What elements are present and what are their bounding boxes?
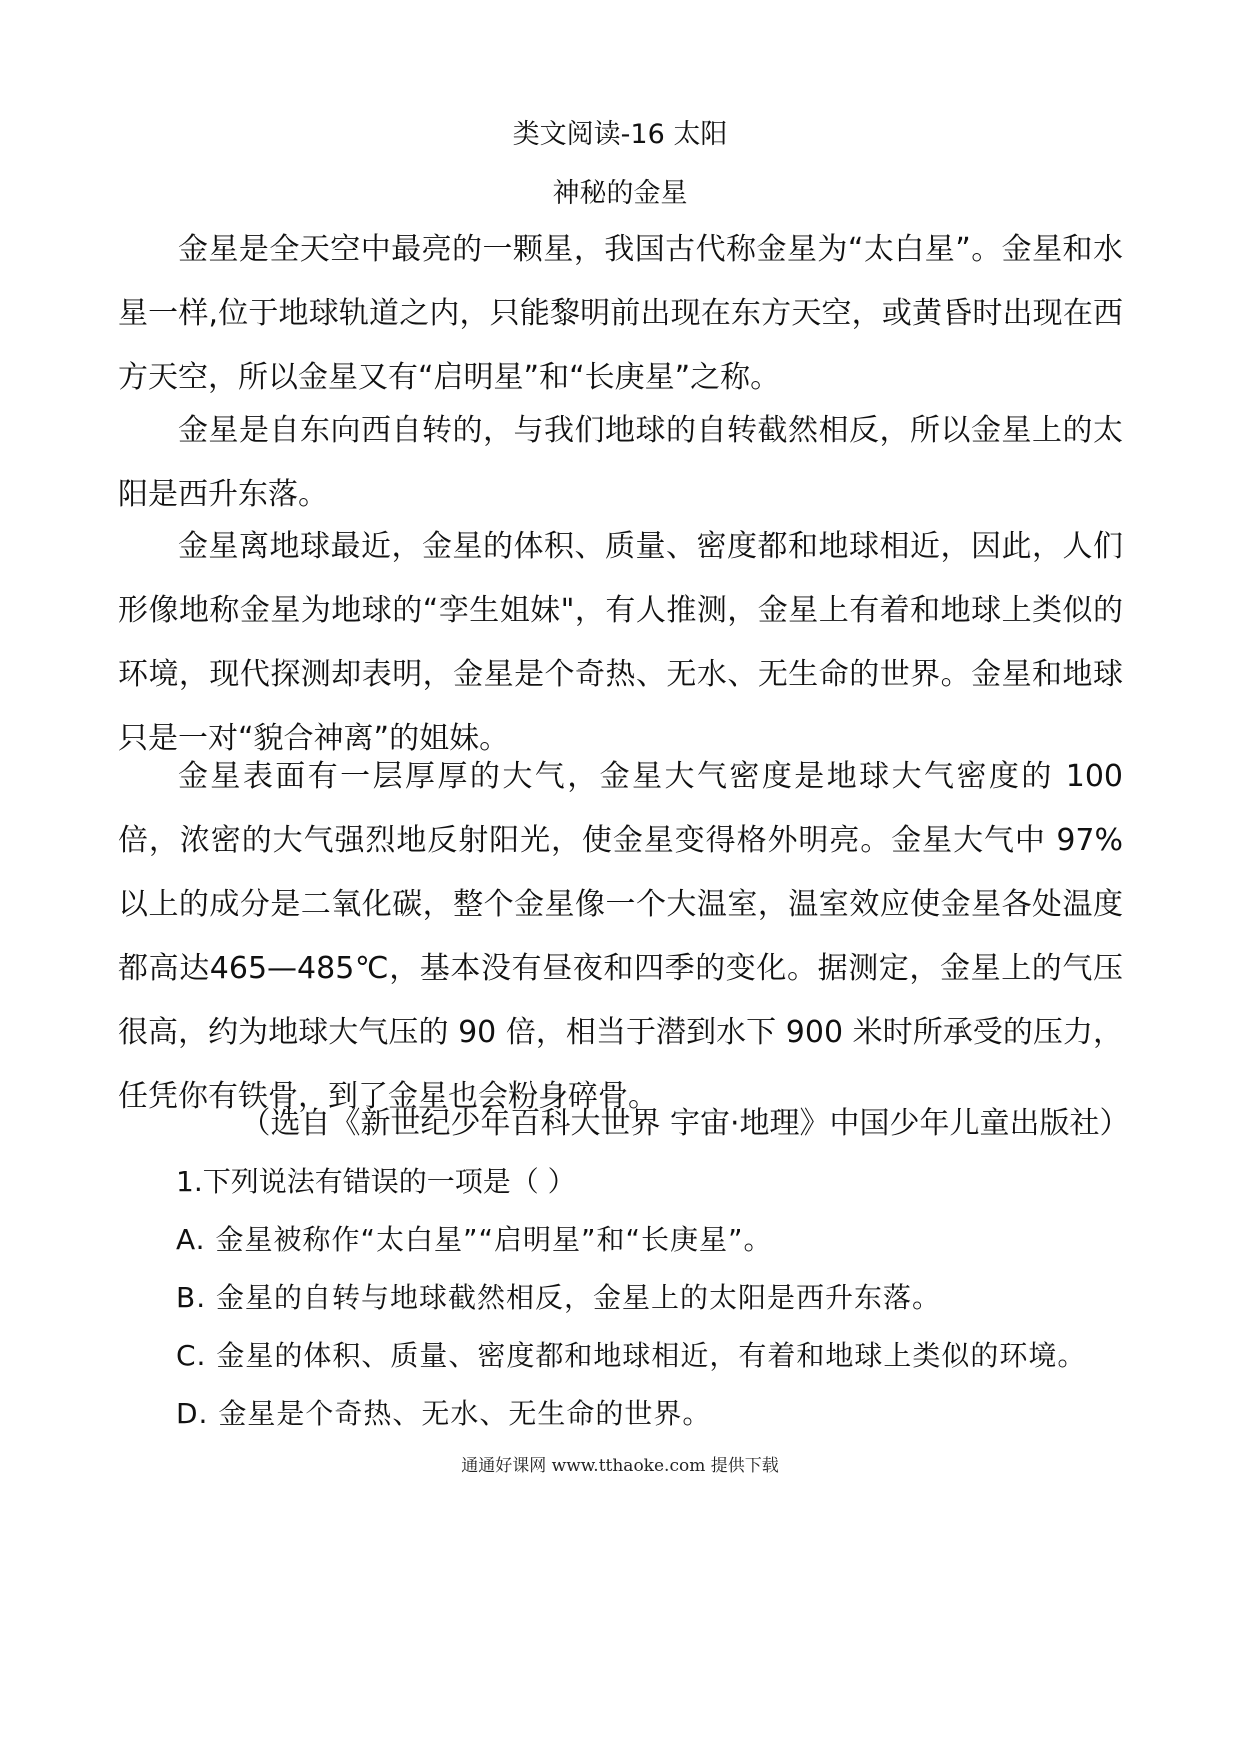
option-c: C. 金星的体积、质量、密度都和地球相近，有着和地球上类似的环境。 [176, 1339, 1087, 1372]
document-title: 类文阅读-16 太阳 [512, 119, 728, 150]
option-b: B. 金星的自转与地球截然相反，金星上的太阳是西升东落。 [176, 1281, 942, 1314]
page-footer: 通通好课网 www.tthaoke.com 提供下载 [461, 1456, 779, 1476]
option-a: A. 金星被称作“太白星”“启明星”和“长庚星”。 [176, 1223, 773, 1256]
question-stem: 1.下列说法有错误的一项是（ ） [176, 1165, 576, 1198]
article-title: 神秘的金星 [552, 178, 688, 209]
article-paragraph-2: 金星是自东向西自转的，与我们地球的自转截然相反，所以金星上的太阳是西升东落。 [118, 413, 1123, 512]
article-paragraph-1: 金星是全天空中最亮的一颗星，我国古代称金星为“太白星”。金星和水星一样,位于地球轨道之内，只能黎明前出现在东方天空，或黄昏时出现在西方天空，所以金星又有“启明星”和“长庚星”之称。 [118, 232, 1123, 395]
article-paragraph-4: 金星表面有一层厚厚的大气，金星大气密度是地球大气密度的 100 倍，浓密的大气强烈地反射阳光，使金星变得格外明亮。金星大气中 97%以上的成分是二氧化碳，整个金星像一个大温室，温室效应使金星各处温度都高达465—485℃，基本没有昼夜和四季的变化。据测定，金星上的气压很高，约为地球大气压的 90 倍，相当于潜到水下 900 米时所承受的压力，任凭你有铁骨，到了金星也会粉身碎骨。 [118, 759, 1123, 1114]
article-source: （选自《新世纪少年百科大世界 宇宙·地理》中国少年儿童出版社） [240, 1106, 1130, 1141]
article-paragraph-3: 金星离地球最近，金星的体积、质量、密度都和地球相近，因此，人们形像地称金星为地球的“孪生姐妹"，有人推测，金星上有着和地球上类似的环境，现代探测却表明，金星是个奇热、无水、无生命的世界。金星和地球只是一对“貌合神离”的姐妹。 [118, 529, 1123, 756]
option-d: D. 金星是个奇热、无水、无生命的世界。 [176, 1397, 712, 1430]
